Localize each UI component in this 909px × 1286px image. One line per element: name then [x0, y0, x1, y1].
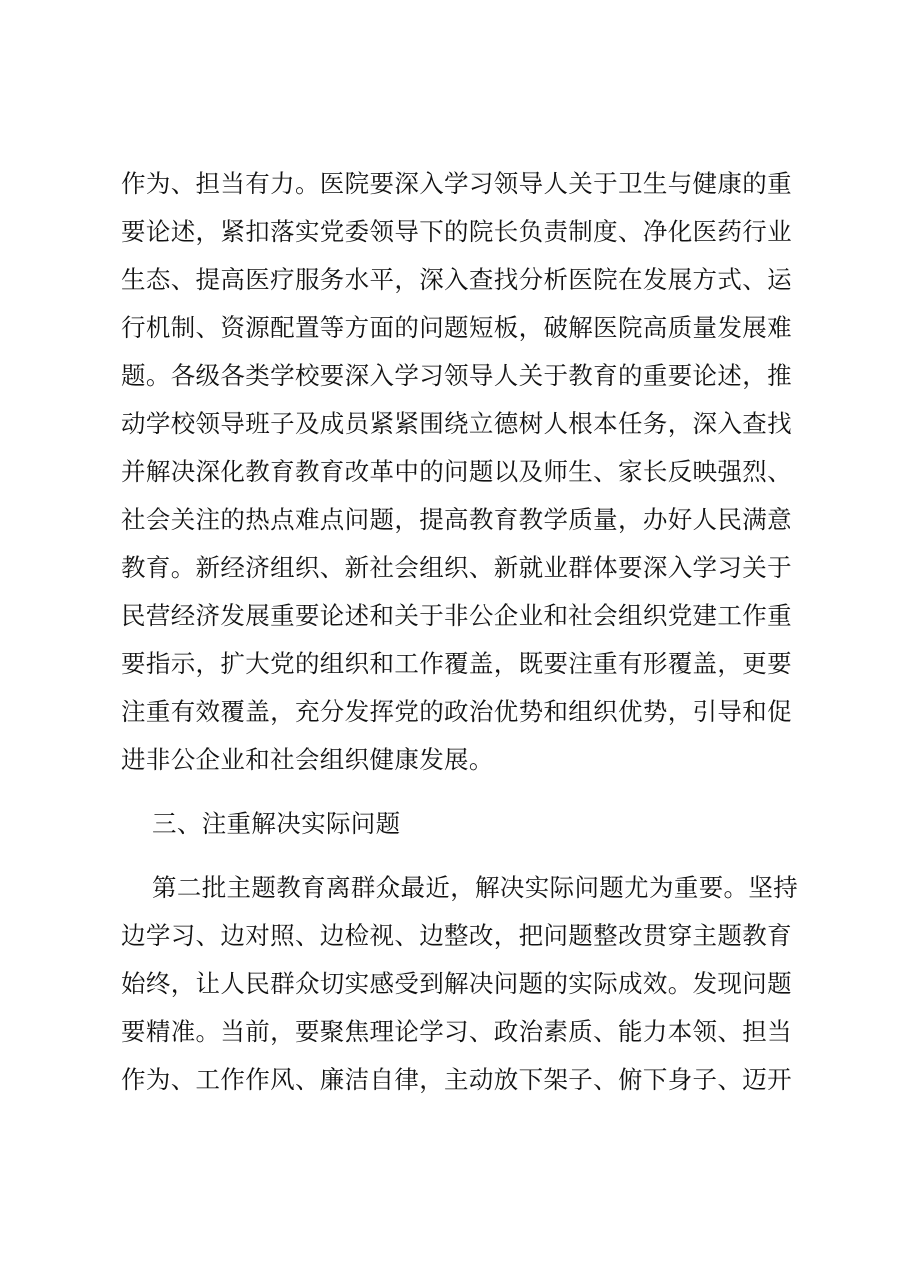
body-text-line: 并解决深化教育教育改革中的问题以及师生、家长反映强烈、 [121, 457, 792, 486]
body-text-line: 作为、担当有力。医院要深入学习领导人关于卫生与健康的重 [121, 169, 792, 198]
paragraph-line: 第二批主题教育离群众最近，解决实际问题尤为重要。坚持 [152, 873, 799, 902]
body-text-line: 要论述，紧扣落实党委领导下的院长负责制度、净化医药行业 [121, 217, 792, 246]
paragraph-line: 作为、工作作风、廉洁自律，主动放下架子、俯下身子、迈开 [121, 1065, 792, 1094]
body-text-line: 题。各级各类学校要深入学习领导人关于教育的重要论述，推 [121, 361, 792, 390]
body-text-line: 生态、提高医疗服务水平，深入查找分析医院在发展方式、运 [121, 265, 792, 294]
paragraph-line: 始终，让人民群众切实感受到解决问题的实际成效。发现问题 [121, 969, 792, 998]
body-text-line: 进非公企业和社会组织健康发展。 [121, 745, 494, 774]
body-text-line: 注重有效覆盖，充分发挥党的政治优势和组织优势，引导和促 [121, 697, 792, 726]
paragraph-line: 要精准。当前，要聚焦理论学习、政治素质、能力本领、担当 [121, 1017, 792, 1046]
body-text-line: 动学校领导班子及成员紧紧围绕立德树人根本任务，深入查找 [121, 409, 792, 438]
section-heading: 三、注重解决实际问题 [152, 809, 401, 838]
body-text-line: 要指示，扩大党的组织和工作覆盖，既要注重有形覆盖，更要 [121, 649, 792, 678]
body-text-line: 民营经济发展重要论述和关于非公企业和社会组织党建工作重 [121, 601, 792, 630]
body-text-line: 行机制、资源配置等方面的问题短板，破解医院高质量发展难 [121, 313, 792, 342]
body-text-line: 教育。新经济组织、新社会组织、新就业群体要深入学习关于 [121, 553, 792, 582]
paragraph-line: 边学习、边对照、边检视、边整改，把问题整改贯穿主题教育 [121, 921, 792, 950]
body-text-line: 社会关注的热点难点问题，提高教育教学质量，办好人民满意 [121, 505, 792, 534]
